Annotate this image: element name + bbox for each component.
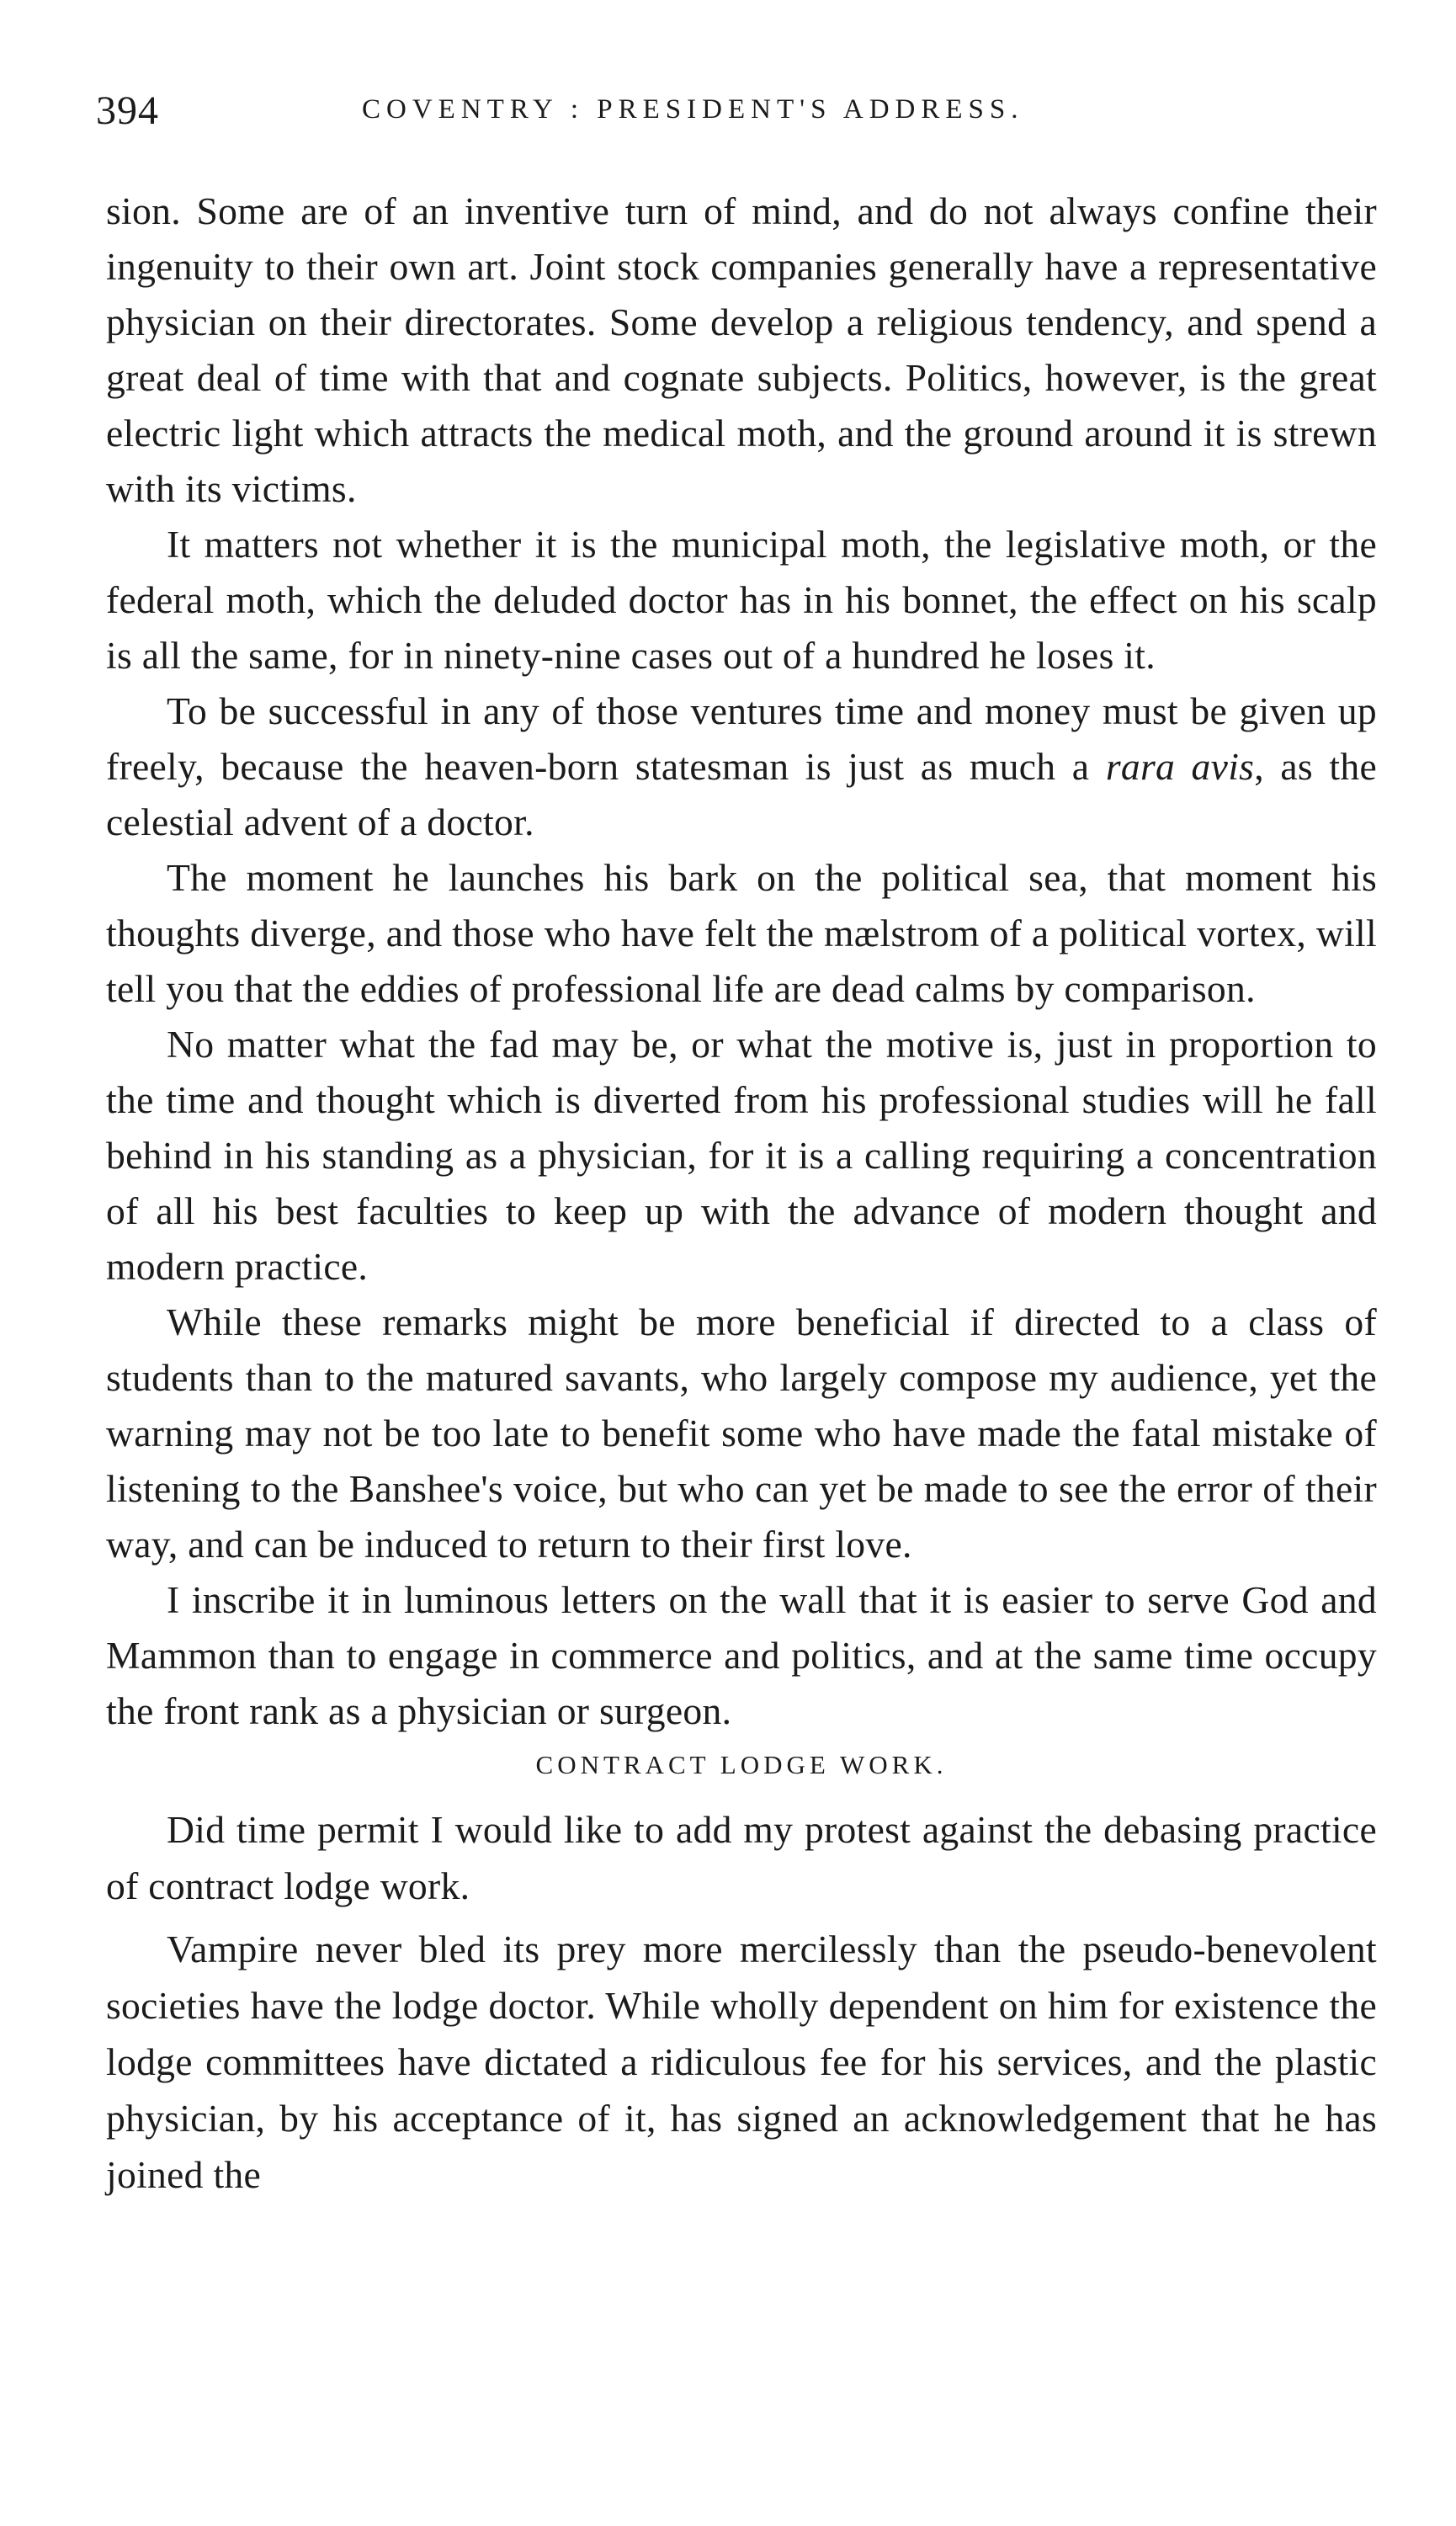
paragraph-rara-avis-text-1: To be successful in any of those ventures time and money must be given up freely, because the heaven-born statesman is just as much a — [106, 689, 1377, 788]
paragraph-vampire: Vampire never bled its prey more mercilessly than the pseudo-benevolent societies have the lodge doctor. While wholly dependent on him for existence the lodge committees have dictated a ridiculous fee for his services, and the plastic physician, by his acceptance of it, has signed an acknowledgement that he has joined the — [106, 1928, 1377, 2196]
italic-phrase: rara avis — [1105, 745, 1255, 788]
paragraph-political-sea: The moment he launches his bark on the political sea, that moment his thoughts diverge, and those who have felt the mælstrom of a political vortex, will tell you that the eddies of professional life are dead calms by comparison. — [106, 856, 1377, 1010]
paragraph-rara-avis-text-2: , as the celestial advent of a doctor. — [106, 745, 1378, 843]
page-number: 394 — [96, 88, 159, 133]
paragraph-contract-lodge: Did time permit I would like to add my protest against the debasing practice of contract lodge work. — [106, 1808, 1377, 1907]
body-text — [106, 183, 1377, 2210]
section-body — [106, 1801, 1377, 2203]
running-head: COVENTRY : PRESIDENT'S ADDRESS. — [362, 94, 1024, 125]
paragraph-moth: It matters not whether it is the municipal moth, the legislative moth, or the federal moth, which the deluded doctor has in his bonnet, the effect on his scalp is all the same, for in ninety-nine cases out of a hundred he loses it. — [106, 523, 1377, 677]
section-heading: CONTRACT LODGE WORK. — [535, 1750, 948, 1779]
paragraph-luminous-letters: I inscribe it in luminous letters on the wall that it is easier to serve God and Mammon than to engage in commerce and politics, and at the same time occupy the front rank as a physician or surgeon. — [106, 1578, 1377, 1732]
paragraph-fad: No matter what the fad may be, or what the motive is, just in proportion to the time and thought which is diverted from his professional studies will he fall behind in his standing as a physician, for it is a calling requiring a concentration of all his best faculties to keep up with the advance of modern thought and modern practice. — [106, 1023, 1377, 1288]
paragraph-continuation: sion. Some are of an inventive turn of mind, and do not always confine their ingenuity to their own art. Joint stock companies generally have a representative physician on their directorates. Some develop a religious tendency, and spend a great deal of time with that and cognate subjects. Politics, however, is the great electric light which attracts the medical moth, and the ground around it is strewn with its victims. — [106, 189, 1377, 510]
paragraph-rara-avis — [106, 683, 1377, 850]
paragraph-warning: While these remarks might be more beneficial if directed to a class of students than to the matured savants, who largely compose my audience, yet the warning may not be too late to benefit some who have made the fatal mistake of listening to the Banshee's voice, but who can yet be made to see the error of their way, and can be induced to return to their first love. — [106, 1300, 1377, 1566]
